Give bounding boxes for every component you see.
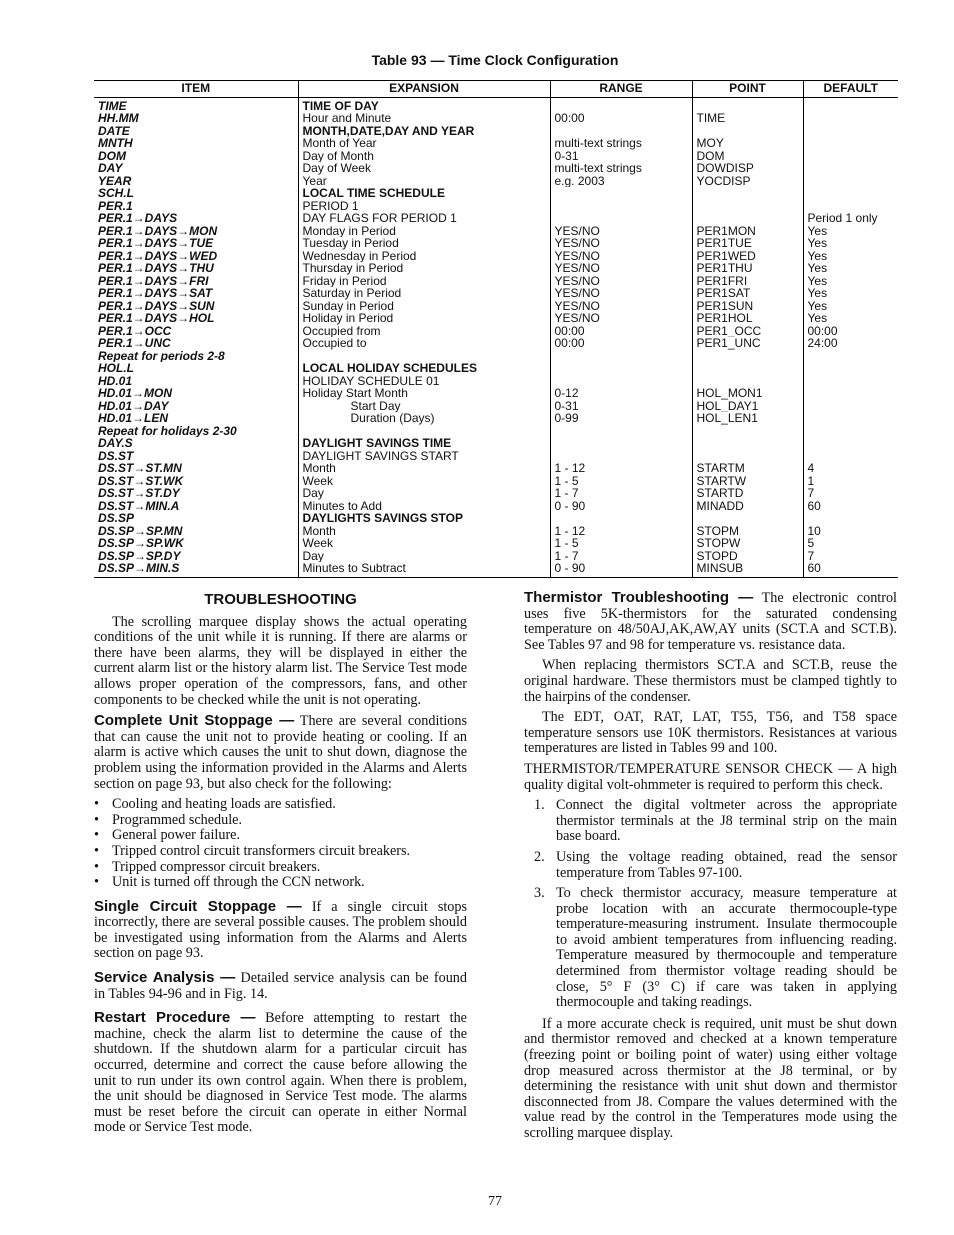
table-cell-item: TIME — [98, 98, 127, 112]
table-row — [94, 187, 898, 200]
table-cell-item: PER.1→UNC — [98, 337, 171, 350]
table-cell-range: 1 - 7 — [550, 550, 692, 563]
table-cell-default: Period 1 only — [803, 212, 898, 225]
table-cell-point: HOL_LEN1 — [692, 412, 803, 425]
bullet-icon: • — [94, 858, 99, 875]
thermistor-paragraph: Thermistor Troubleshooting — The electronic control uses five 5K-thermistors for the saturated condensing temperature on 48/50AJ,AK,AW,AY units (SCT.A and SCT.B). See Tables 97 and 98 for temperature vs. resistance data. — [524, 589, 897, 653]
table-cell-default — [803, 97, 898, 112]
table-cell-expansion: Day of Month — [298, 150, 550, 163]
table-cell-range: 0-31 — [550, 150, 692, 163]
table-cell-item: DAY.S — [98, 437, 133, 450]
table-cell-item: PER.1→DAYS→MON — [98, 224, 218, 237]
table-cell-point: HOL_DAY1 — [692, 400, 803, 413]
table-cell-range: 0-31 — [550, 400, 692, 413]
table-cell-expansion: Minutes to Subtract — [298, 562, 550, 577]
table-row — [94, 437, 898, 450]
table-cell-point — [692, 450, 803, 463]
table-row — [94, 537, 898, 550]
table-cell-range — [550, 187, 692, 200]
table-cell-range: YES/NO — [550, 225, 692, 238]
table-cell-item: DAY — [98, 162, 123, 175]
table-cell-point: STOPM — [692, 525, 803, 538]
table-cell-default — [803, 200, 898, 213]
table-cell-default: Yes — [803, 312, 898, 325]
table-row — [94, 337, 898, 350]
table-row — [94, 525, 898, 538]
table-cell-expansion: Holiday Start Month — [298, 387, 550, 400]
table-cell-item: MNTH — [98, 137, 133, 150]
table-cell-expansion: Week — [298, 537, 550, 550]
table-cell-default: 60 — [803, 500, 898, 513]
table-cell-point: PER1THU — [692, 262, 803, 275]
table-cell-default — [803, 387, 898, 400]
bullet-icon: • — [94, 874, 99, 891]
service-analysis-paragraph: Service Analysis — Detailed service analysis can be found in Tables 94-96 and in Fig. 14. — [94, 969, 467, 1002]
table-cell-range: 1 - 5 — [550, 475, 692, 488]
table-cell-expansion: Wednesday in Period — [298, 250, 550, 263]
list-item: • Programmed schedule. — [94, 811, 243, 828]
table-row — [94, 225, 898, 238]
table-row — [94, 512, 898, 525]
table-cell-point: DOWDISP — [692, 162, 803, 175]
table-cell-point: STARTM — [692, 462, 803, 475]
table-cell-expansion — [298, 350, 550, 363]
table-row — [94, 287, 898, 300]
table-cell-item: PER.1→DAYS→THU — [98, 262, 214, 275]
table-cell-default: 60 — [803, 562, 898, 577]
table-row — [94, 387, 898, 400]
table-cell-item: Repeat for periods 2-8 — [98, 349, 225, 362]
table-cell-point: DOM — [692, 150, 803, 163]
table-cell-range: multi-text strings — [550, 137, 692, 150]
time-clock-table — [94, 80, 898, 578]
table-row — [94, 500, 898, 513]
table-cell-expansion: Day — [298, 550, 550, 563]
bullet-icon: • — [94, 796, 99, 813]
table-cell-expansion: TIME OF DAY — [298, 97, 550, 112]
table-cell-expansion: Duration (Days) — [298, 412, 550, 425]
table-cell-range — [550, 425, 692, 438]
table-cell-item: DS.SP→MIN.S — [94, 562, 298, 577]
table-cell-expansion: Month of Year — [298, 137, 550, 150]
table-cell-item: DS.SP→SP.MN — [98, 524, 183, 537]
table-cell-item: HH.MM — [98, 112, 139, 125]
table-row — [94, 362, 898, 375]
list-item: 2. Using the voltage reading obtained, read the sensor temperature from Tables 97-100. — [534, 848, 897, 881]
table-cell-item: PER.1→DAYS→TUE — [98, 237, 214, 250]
table-cell-point: MINADD — [692, 500, 803, 513]
table-row — [94, 162, 898, 175]
table-cell-expansion: Occupied from — [298, 325, 550, 338]
table-cell-expansion: DAYLIGHTS SAVINGS STOP — [298, 512, 550, 525]
table-cell-item: PER.1→DAYS — [98, 212, 178, 225]
table-cell-item: HD.01 — [98, 374, 133, 387]
table-cell-point: PER1FRI — [692, 275, 803, 288]
table-cell-item: DS.SP→SP.WK — [98, 537, 184, 550]
table-cell-expansion: Month — [298, 462, 550, 475]
sensor-check-steps — [524, 798, 897, 1011]
table-cell-default — [803, 137, 898, 150]
table-cell-point: PER1TUE — [692, 237, 803, 250]
table-cell-default — [803, 175, 898, 188]
table-row — [94, 375, 898, 388]
table-cell-range: multi-text strings — [550, 162, 692, 175]
table-cell-item: DOM — [98, 149, 126, 162]
table-cell-default: Yes — [803, 287, 898, 300]
list-item: • Tripped control circuit transformers circuit breakers. — [94, 842, 411, 859]
complete-unit-stoppage-text: There are several conditions that can cause the unit not to provide heating or cooling. If an alarm is active which causes the unit to shut down, diagnose the problem using the information provided in the Alarms and Alerts section on page 93, but also check for the following: — [94, 713, 467, 792]
header-range: RANGE — [550, 81, 692, 98]
table-cell-default: 5 — [803, 537, 898, 550]
space-sensor-paragraph: The EDT, OAT, RAT, LAT, T55, T56, and T58 space temperature sensors use 10K thermistors. Resistances at various temperatures are listed in Tables 99 and 100. — [524, 709, 897, 757]
table-cell-range — [550, 450, 692, 463]
table-cell-default — [803, 512, 898, 525]
table-cell-default — [803, 362, 898, 375]
table-row — [94, 112, 898, 125]
table-cell-expansion: Hour and Minute — [298, 112, 550, 125]
table-cell-expansion: DAYLIGHT SAVINGS START — [298, 450, 550, 463]
table-cell-default: Yes — [803, 250, 898, 263]
table-cell-point — [692, 212, 803, 225]
table-cell-expansion: Friday in Period — [298, 275, 550, 288]
table-cell-range: 00:00 — [550, 325, 692, 338]
table-cell-item: HD.01→MON — [98, 387, 173, 400]
table-cell-item: DS.ST→ST.WK — [98, 474, 184, 487]
table-cell-point: PER1SUN — [692, 300, 803, 313]
table-cell-item: PER.1→DAYS→SAT — [98, 287, 213, 300]
table-cell-default — [803, 162, 898, 175]
table-cell-range: 1 - 12 — [550, 525, 692, 538]
table-cell-range: 1 - 5 — [550, 537, 692, 550]
table-cell-expansion: Month — [298, 525, 550, 538]
table-body — [94, 97, 898, 577]
bullet-icon: • — [94, 811, 99, 828]
table-cell-item: PER.1→DAYS→HOL — [98, 312, 215, 325]
table-cell-item: YEAR — [98, 174, 132, 187]
table-row — [94, 250, 898, 263]
table-cell-item: PER.1 — [98, 199, 133, 212]
table-cell-range: 1 - 12 — [550, 462, 692, 475]
table-cell-range — [550, 350, 692, 363]
table-cell-default: 7 — [803, 487, 898, 500]
table-cell-default: 7 — [803, 550, 898, 563]
table-cell-default: 1 — [803, 475, 898, 488]
table-cell-range: 0 - 90 — [550, 500, 692, 513]
table-cell-expansion: DAYLIGHT SAVINGS TIME — [298, 437, 550, 450]
table-row — [94, 200, 898, 213]
table-cell-default — [803, 450, 898, 463]
header-default: DEFAULT — [803, 81, 898, 98]
table-cell-expansion: Week — [298, 475, 550, 488]
table-cell-item: PER.1→DAYS→FRI — [98, 274, 209, 287]
restart-procedure-heading: Restart Procedure — — [94, 1009, 256, 1027]
table-cell-point — [692, 350, 803, 363]
table-row — [94, 487, 898, 500]
list-item: • General power failure. — [94, 827, 241, 844]
table-cell-point: HOL_MON1 — [692, 387, 803, 400]
table-cell-point: STOPW — [692, 537, 803, 550]
complete-unit-stoppage-paragraph — [94, 713, 467, 792]
table-cell-expansion: Day of Week — [298, 162, 550, 175]
table-cell-point: PER1_UNC — [692, 337, 803, 350]
table-cell-point: PER1MON — [692, 225, 803, 238]
table-cell-point — [692, 187, 803, 200]
table-cell-default — [803, 187, 898, 200]
table-row — [94, 312, 898, 325]
table-cell-point — [692, 362, 803, 375]
table-cell-point: STARTW — [692, 475, 803, 488]
table-cell-range — [550, 212, 692, 225]
table-cell-default: Yes — [803, 275, 898, 288]
table-row — [94, 300, 898, 313]
table-row — [94, 412, 898, 425]
table-cell-range: 00:00 — [550, 112, 692, 125]
table-cell-default — [803, 375, 898, 388]
header-item: ITEM — [94, 81, 298, 98]
table-cell-point — [692, 125, 803, 138]
service-analysis-heading: Service Analysis — — [94, 969, 236, 987]
restart-procedure-paragraph: Restart Procedure — Before attempting to restart the machine, check the alarm list to determine the cause of the shutdown. If the shutdown alarm for a particular circuit has occurred, determine and correct the cause before allowing the unit to run under its own control again. When there is problem, the unit should be diagnosed in Service Test mode. The alarms must be reset before the circuit can operate in either Normal mode or Service Test mode. — [94, 1009, 467, 1136]
bullet-icon: • — [94, 842, 99, 859]
table-row — [94, 450, 898, 463]
table-cell-expansion: PERIOD 1 — [298, 200, 550, 213]
table-row — [94, 462, 898, 475]
table-cell-expansion: Sunday in Period — [298, 300, 550, 313]
table-cell-range — [550, 375, 692, 388]
table-cell-default — [803, 150, 898, 163]
table-cell-range — [550, 125, 692, 138]
table-cell-expansion: Holiday in Period — [298, 312, 550, 325]
table-cell-default — [803, 412, 898, 425]
table-cell-point — [692, 425, 803, 438]
table-cell-item: HOL.L — [98, 362, 134, 375]
table-cell-range: 00:00 — [550, 337, 692, 350]
table-cell-expansion: Year — [298, 175, 550, 188]
table-cell-expansion: Thursday in Period — [298, 262, 550, 275]
single-circuit-stoppage-heading: Single Circuit Stoppage — — [94, 897, 302, 915]
header-expansion: EXPANSION — [298, 81, 550, 98]
table-cell-default — [803, 125, 898, 138]
table-cell-expansion: HOLIDAY SCHEDULE 01 — [298, 375, 550, 388]
table-cell-item: Repeat for holidays 2-30 — [98, 424, 237, 437]
table-cell-range — [550, 200, 692, 213]
table-cell-default — [803, 437, 898, 450]
table-cell-range: YES/NO — [550, 237, 692, 250]
table-cell-point: MINSUB — [692, 562, 803, 577]
table-cell-range: YES/NO — [550, 312, 692, 325]
table-cell-point: MOY — [692, 137, 803, 150]
table-cell-range: 0-12 — [550, 387, 692, 400]
table-row — [94, 475, 898, 488]
table-row — [94, 125, 898, 138]
table-cell-item: SCH.L — [98, 187, 134, 200]
table-row — [94, 275, 898, 288]
bullet-icon: • — [94, 827, 99, 844]
table-cell-point: STARTD — [692, 487, 803, 500]
table-cell-item: DS.SP→SP.DY — [98, 549, 181, 562]
table-cell-item: DS.ST — [98, 449, 134, 462]
table-cell-default: Yes — [803, 300, 898, 313]
list-item: 3. To check thermistor accuracy, measure temperature at probe location with an accurate thermocouple-type temperature-measuring instrument. Insulate thermocouple to avoid ambient temperatures from influencing reading. Temperature measured by thermocouple and temperature determined from thermistor voltage reading should be close, 5° F (3° C) if care was taken in applying thermocouple and taking readings. — [534, 885, 897, 1011]
table-title: Table 93 — Time Clock Configuration — [371, 52, 619, 68]
table-cell-range: 0 - 90 — [550, 562, 692, 577]
table-cell-point — [692, 512, 803, 525]
table-cell-expansion: MONTH,DATE,DAY AND YEAR — [298, 125, 550, 138]
table-cell-range — [550, 97, 692, 112]
table-cell-default — [803, 112, 898, 125]
table-row — [94, 325, 898, 338]
troubleshooting-title: TROUBLESHOOTING — [204, 591, 357, 608]
table-row — [94, 237, 898, 250]
table-cell-range: YES/NO — [550, 262, 692, 275]
table-cell-item: PER.1→DAYS→SUN — [98, 299, 215, 312]
left-column — [94, 590, 467, 1141]
table-cell-range: 0-99 — [550, 412, 692, 425]
list-item: • Cooling and heating loads are satisfied. — [94, 796, 336, 813]
table-cell-point: STOPD — [692, 550, 803, 563]
table-cell-item: DS.ST→ST.MN — [98, 462, 182, 475]
table-cell-default: 4 — [803, 462, 898, 475]
table-cell-expansion: Monday in Period — [298, 225, 550, 238]
table-cell-range — [550, 512, 692, 525]
table-cell-expansion: Day — [298, 487, 550, 500]
table-cell-expansion: LOCAL HOLIDAY SCHEDULES — [298, 362, 550, 375]
table-cell-range: YES/NO — [550, 287, 692, 300]
table-cell-expansion — [298, 425, 550, 438]
table-cell-default: 00:00 — [803, 325, 898, 338]
table-row — [94, 175, 898, 188]
table-cell-item: DS.ST→ST.DY — [98, 487, 180, 500]
table-cell-expansion: Saturday in Period — [298, 287, 550, 300]
table-cell-expansion: Minutes to Add — [298, 500, 550, 513]
table-cell-point: PER1HOL — [692, 312, 803, 325]
complete-unit-stoppage-heading: Complete Unit Stoppage — — [94, 712, 295, 730]
sensor-check-paragraph: THERMISTOR/TEMPERATURE SENSOR CHECK — A high quality digital volt-ohmmeter is required to perform this check. — [524, 760, 897, 793]
table-cell-expansion: Start Day — [298, 400, 550, 413]
table-cell-default: Yes — [803, 262, 898, 275]
table-row — [94, 425, 898, 438]
table-cell-default — [803, 425, 898, 438]
table-cell-item: DS.SP — [98, 512, 135, 525]
table-cell-expansion: Tuesday in Period — [298, 237, 550, 250]
table-row — [94, 137, 898, 150]
list-item: • Unit is turned off through the CCN network. — [94, 874, 365, 891]
thermistor-replace-paragraph: When replacing thermistors SCT.A and SCT.B, reuse the original hardware. These thermistors must be clamped tightly to the hairpins of the condenser. — [524, 657, 897, 705]
table-cell-item: DS.ST→MIN.A — [98, 499, 180, 512]
table-cell-item: DATE — [98, 124, 130, 137]
table-cell-range: YES/NO — [550, 250, 692, 263]
single-circuit-stoppage-paragraph: Single Circuit Stoppage — If a single circuit stops incorrectly, there are several possible causes. The problem should be investigated using information from the Alarms and Alerts section on page 93. — [94, 897, 467, 962]
table-cell-point — [692, 375, 803, 388]
table-cell-expansion: LOCAL TIME SCHEDULE — [298, 187, 550, 200]
right-column — [524, 590, 897, 1147]
table-cell-range: 1 - 7 — [550, 487, 692, 500]
table-cell-point: YOCDISP — [692, 175, 803, 188]
table-cell-default — [803, 400, 898, 413]
table-row — [94, 350, 898, 363]
troubleshooting-intro: The scrolling marquee display shows the actual operating conditions of the unit while it is running. If there are alarms or there have been alarms, they will be displayed in either the current alarm list or the history alarm list. The Service Test mode allows proper operation of the compressors, fans, and other components to be checked while the unit is not operating. — [94, 613, 467, 708]
table-cell-point — [692, 200, 803, 213]
header-point: POINT — [692, 81, 803, 98]
table-cell-item: HD.01→LEN — [98, 412, 169, 425]
table-cell-range: e.g. 2003 — [550, 175, 692, 188]
list-item: 1. Connect the digital voltmeter across the appropriate thermistor terminals at the J8 terminal strip on the main base board. — [534, 797, 897, 845]
table-row — [94, 562, 898, 577]
table-row — [94, 97, 898, 112]
table-cell-expansion: DAY FLAGS FOR PERIOD 1 — [298, 212, 550, 225]
table-cell-point: PER1WED — [692, 250, 803, 263]
table-cell-default: 24:00 — [803, 337, 898, 350]
table-cell-range: YES/NO — [550, 275, 692, 288]
table-cell-item: HD.01→DAY — [98, 399, 169, 412]
table-cell-item: PER.1→OCC — [98, 324, 172, 337]
table-row — [94, 262, 898, 275]
table-row — [94, 212, 898, 225]
table-row — [94, 150, 898, 163]
accurate-check-paragraph: If a more accurate check is required, unit must be shut down and thermistor removed and checked at a known temperature (freezing point or boiling point of water) using either voltage drop measured across thermistor at the J8 terminal, or by determining the resistance with unit shut down and thermistor disconnected from J8. Compare the values determined with the value read by the control in the Temperatures mode using the scrolling marquee display. — [524, 1015, 897, 1141]
page-number: 77 — [488, 1194, 502, 1209]
table-cell-default: Yes — [803, 225, 898, 238]
stoppage-checklist — [94, 797, 467, 891]
table-cell-point — [692, 437, 803, 450]
table-cell-range: YES/NO — [550, 300, 692, 313]
list-item: • Tripped compressor circuit breakers. — [94, 858, 321, 875]
table-cell-expansion: Occupied to — [298, 337, 550, 350]
table-cell-default: 10 — [803, 525, 898, 538]
table-cell-default: Yes — [803, 237, 898, 250]
table-row — [94, 400, 898, 413]
table-cell-point: TIME — [692, 112, 803, 125]
table-header-row — [94, 81, 898, 98]
table-cell-point — [692, 97, 803, 112]
table-cell-item: PER.1→DAYS→WED — [98, 249, 218, 262]
thermistor-troubleshooting-heading: Thermistor Troubleshooting — — [524, 589, 754, 606]
table-cell-range — [550, 362, 692, 375]
table-row — [94, 550, 898, 563]
table-cell-default — [803, 350, 898, 363]
table-cell-point: PER1_OCC — [692, 325, 803, 338]
table-cell-range — [550, 437, 692, 450]
table-cell-point: PER1SAT — [692, 287, 803, 300]
